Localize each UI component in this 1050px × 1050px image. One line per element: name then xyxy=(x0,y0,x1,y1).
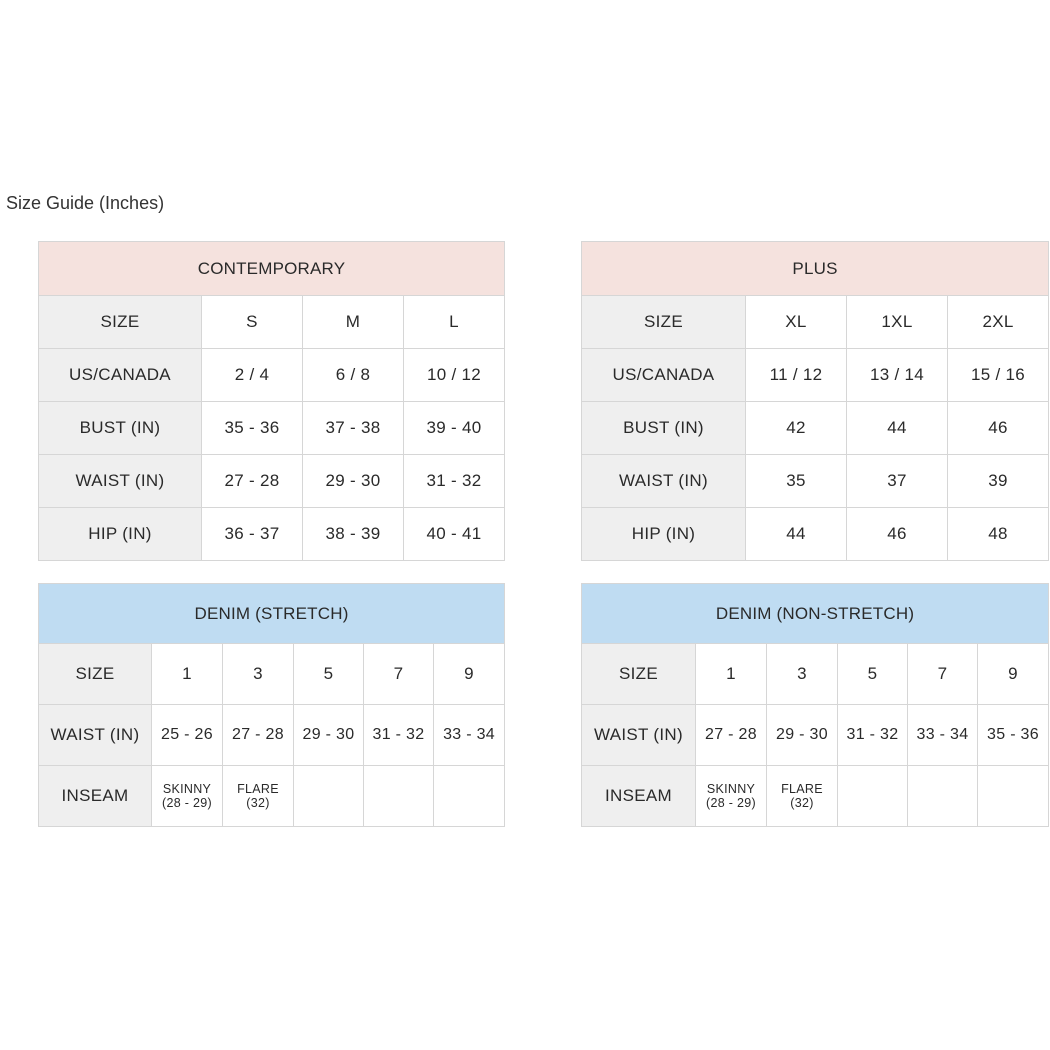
table-cell: 9 xyxy=(434,644,505,705)
table-row xyxy=(582,766,1049,827)
table-cell: 13 / 14 xyxy=(847,349,948,402)
row-label-bust: BUST (IN) xyxy=(39,402,202,455)
inseam-flare-name: FLARE xyxy=(781,782,823,796)
table-cell: 39 xyxy=(948,455,1049,508)
table-cell: 46 xyxy=(847,508,948,561)
inseam-skinny-cell xyxy=(152,766,223,827)
empty-cell xyxy=(434,766,505,827)
inseam-flare-name: FLARE xyxy=(237,782,279,796)
table-cell: 2XL xyxy=(948,296,1049,349)
row-label-size: SIZE xyxy=(39,296,202,349)
table-row xyxy=(582,296,1049,349)
inseam-flare-cell xyxy=(223,766,294,827)
table-cell: 33 - 34 xyxy=(908,705,978,766)
row-label-waist: WAIST (IN) xyxy=(582,705,696,766)
table-cell: 1XL xyxy=(847,296,948,349)
table-cell: 42 xyxy=(746,402,847,455)
table-cell: 1 xyxy=(696,644,767,705)
row-label-size: SIZE xyxy=(582,296,746,349)
empty-cell xyxy=(294,766,364,827)
row-label-waist: WAIST (IN) xyxy=(582,455,746,508)
table-cell: 27 - 28 xyxy=(223,705,294,766)
table-cell: L xyxy=(404,296,505,349)
row-label-us-canada: US/CANADA xyxy=(39,349,202,402)
table-row xyxy=(582,508,1049,561)
table-cell: 31 - 32 xyxy=(404,455,505,508)
table-row xyxy=(39,644,505,705)
table-cell: 37 xyxy=(847,455,948,508)
table-cell: 36 - 37 xyxy=(202,508,303,561)
table-row xyxy=(39,349,505,402)
table-cell: 35 xyxy=(746,455,847,508)
denim-stretch-table-title: DENIM (STRETCH) xyxy=(39,584,505,644)
row-label-waist: WAIST (IN) xyxy=(39,455,202,508)
table-cell: 11 / 12 xyxy=(746,349,847,402)
table-cell: 44 xyxy=(847,402,948,455)
table-cell: 10 / 12 xyxy=(404,349,505,402)
inseam-skinny-name: SKINNY xyxy=(706,782,756,796)
table-cell: 37 - 38 xyxy=(303,402,404,455)
inseam-flare-cell xyxy=(767,766,838,827)
table-cell: 15 / 16 xyxy=(948,349,1049,402)
table-row xyxy=(39,705,505,766)
table-cell: 5 xyxy=(294,644,364,705)
row-label-size: SIZE xyxy=(39,644,152,705)
table-cell: S xyxy=(202,296,303,349)
table-cell: 46 xyxy=(948,402,1049,455)
table-cell: 44 xyxy=(746,508,847,561)
table-cell: 35 - 36 xyxy=(202,402,303,455)
table-cell: 27 - 28 xyxy=(202,455,303,508)
table-cell: 9 xyxy=(978,644,1049,705)
table-cell: 5 xyxy=(838,644,908,705)
table-row xyxy=(39,296,505,349)
table-cell: 25 - 26 xyxy=(152,705,223,766)
contemporary-size-table xyxy=(38,241,505,561)
row-label-inseam: INSEAM xyxy=(39,766,152,827)
table-row xyxy=(39,508,505,561)
plus-table-title: PLUS xyxy=(582,242,1049,296)
table-cell: 6 / 8 xyxy=(303,349,404,402)
table-cell: 1 xyxy=(152,644,223,705)
inseam-flare-range: (32) xyxy=(246,796,270,810)
inseam-flare-range: (32) xyxy=(790,796,814,810)
table-row xyxy=(582,705,1049,766)
empty-cell xyxy=(978,766,1049,827)
table-cell: 38 - 39 xyxy=(303,508,404,561)
table-row xyxy=(39,766,505,827)
inseam-skinny-range: (28 - 29) xyxy=(706,796,756,810)
table-row xyxy=(39,455,505,508)
denim-nonstretch-table-title: DENIM (NON-STRETCH) xyxy=(582,584,1049,644)
row-label-inseam: INSEAM xyxy=(582,766,696,827)
inseam-skinny-cell xyxy=(696,766,767,827)
table-cell: 29 - 30 xyxy=(294,705,364,766)
table-cell: M xyxy=(303,296,404,349)
table-cell: 7 xyxy=(364,644,434,705)
row-label-hip: HIP (IN) xyxy=(39,508,202,561)
row-label-us-canada: US/CANADA xyxy=(582,349,746,402)
table-cell: 27 - 28 xyxy=(696,705,767,766)
table-cell: 35 - 36 xyxy=(978,705,1049,766)
table-row xyxy=(582,349,1049,402)
table-cell: 48 xyxy=(948,508,1049,561)
table-row xyxy=(582,644,1049,705)
table-cell: 3 xyxy=(223,644,294,705)
table-cell: 29 - 30 xyxy=(767,705,838,766)
table-cell: 2 / 4 xyxy=(202,349,303,402)
empty-cell xyxy=(364,766,434,827)
table-row xyxy=(39,402,505,455)
table-cell: 7 xyxy=(908,644,978,705)
page-title: Size Guide (Inches) xyxy=(6,193,165,213)
row-label-hip: HIP (IN) xyxy=(582,508,746,561)
table-row xyxy=(582,455,1049,508)
table-cell: 40 - 41 xyxy=(404,508,505,561)
contemporary-table-title: CONTEMPORARY xyxy=(39,242,505,296)
plus-size-table xyxy=(581,241,1049,561)
empty-cell xyxy=(838,766,908,827)
row-label-size: SIZE xyxy=(582,644,696,705)
row-label-bust: BUST (IN) xyxy=(582,402,746,455)
table-cell: 29 - 30 xyxy=(303,455,404,508)
table-cell: 31 - 32 xyxy=(838,705,908,766)
table-cell: 33 - 34 xyxy=(434,705,505,766)
table-cell: XL xyxy=(746,296,847,349)
table-row xyxy=(582,402,1049,455)
table-cell: 39 - 40 xyxy=(404,402,505,455)
inseam-skinny-range: (28 - 29) xyxy=(162,796,212,810)
table-cell: 3 xyxy=(767,644,838,705)
denim-nonstretch-size-table xyxy=(581,583,1049,827)
inseam-skinny-name: SKINNY xyxy=(162,782,212,796)
row-label-waist: WAIST (IN) xyxy=(39,705,152,766)
table-cell: 31 - 32 xyxy=(364,705,434,766)
denim-stretch-size-table xyxy=(38,583,505,827)
empty-cell xyxy=(908,766,978,827)
